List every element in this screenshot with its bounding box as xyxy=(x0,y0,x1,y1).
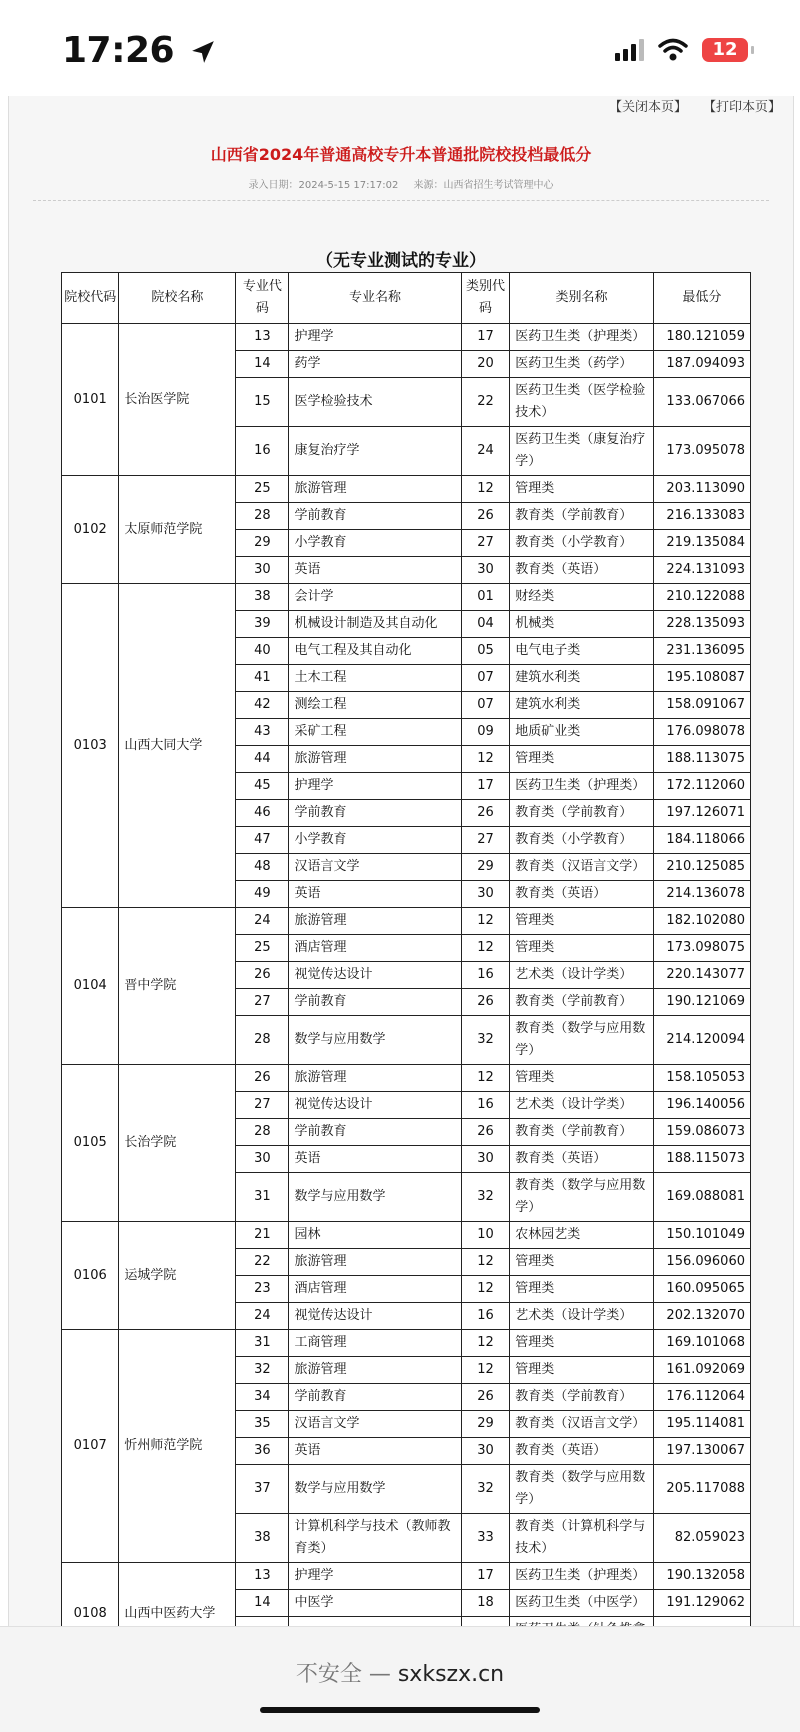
category-code-cell: 04 xyxy=(461,611,510,638)
min-score-cell: 202.132070 xyxy=(653,1303,750,1330)
category-code-cell: 12 xyxy=(461,746,510,773)
min-score-cell: 156.096060 xyxy=(653,1249,750,1276)
min-score-cell: 150.101049 xyxy=(653,1222,750,1249)
major-code-cell: 49 xyxy=(236,881,289,908)
category-name-cell: 教育类（数学与应用数学） xyxy=(510,1173,654,1222)
min-score-cell: 214.136078 xyxy=(653,881,750,908)
major-name-cell: 工商管理 xyxy=(289,1330,461,1357)
min-score-cell: 82.059023 xyxy=(653,1514,750,1563)
table-row xyxy=(62,908,751,935)
major-name-cell: 会计学 xyxy=(289,584,461,611)
category-name-cell: 教育类（英语） xyxy=(510,557,654,584)
status-time xyxy=(62,30,216,71)
major-name-cell: 中医学 xyxy=(289,1590,461,1617)
major-code-cell: 42 xyxy=(236,692,289,719)
category-code-cell: 32 xyxy=(461,1173,510,1222)
category-code-cell: 30 xyxy=(461,1146,510,1173)
min-score-cell: 161.092069 xyxy=(653,1357,750,1384)
major-name-cell: 学前教育 xyxy=(289,989,461,1016)
category-name-cell: 艺术类（设计学类） xyxy=(510,1092,654,1119)
major-code-cell: 15 xyxy=(236,378,289,427)
category-code-cell: 12 xyxy=(461,1249,510,1276)
category-code-cell: 26 xyxy=(461,989,510,1016)
category-name-cell: 教育类（数学与应用数学） xyxy=(510,1465,654,1514)
major-code-cell: 45 xyxy=(236,773,289,800)
school-name-cell: 晋中学院 xyxy=(119,908,236,1065)
min-score-cell: 169.101068 xyxy=(653,1330,750,1357)
major-name-cell: 医学检验技术 xyxy=(289,378,461,427)
category-name-cell: 医药卫生类（护理类） xyxy=(510,324,654,351)
major-name-cell: 英语 xyxy=(289,557,461,584)
category-name-cell: 教育类（小学教育） xyxy=(510,827,654,854)
category-code-cell: 32 xyxy=(461,1016,510,1065)
category-code-cell: 17 xyxy=(461,1563,510,1590)
print-page-link[interactable]: 【打印本页】 xyxy=(702,100,781,115)
major-code-cell: 46 xyxy=(236,800,289,827)
major-code-cell: 38 xyxy=(236,584,289,611)
category-code-cell: 07 xyxy=(461,665,510,692)
major-code-cell: 36 xyxy=(236,1438,289,1465)
category-code-cell: 33 xyxy=(461,1514,510,1563)
major-name-cell: 园林 xyxy=(289,1222,461,1249)
min-score-cell: 169.088081 xyxy=(653,1173,750,1222)
major-code-cell: 27 xyxy=(236,1092,289,1119)
major-name-cell: 汉语言文学 xyxy=(289,1411,461,1438)
category-name-cell: 建筑水利类 xyxy=(510,665,654,692)
major-code-cell: 25 xyxy=(236,935,289,962)
category-name-cell: 管理类 xyxy=(510,1249,654,1276)
category-code-cell: 12 xyxy=(461,1357,510,1384)
major-name-cell: 护理学 xyxy=(289,773,461,800)
major-code-cell: 29 xyxy=(236,530,289,557)
major-name-cell: 英语 xyxy=(289,1146,461,1173)
min-score-cell: 228.135093 xyxy=(653,611,750,638)
category-name-cell: 教育类（数学与应用数学） xyxy=(510,1016,654,1065)
table-row xyxy=(62,584,751,611)
top-links xyxy=(609,96,781,115)
entry-date: 录入日期：2024-5-15 17:17:02 xyxy=(248,180,399,191)
major-name-cell: 小学教育 xyxy=(289,827,461,854)
school-code-cell: 0107 xyxy=(62,1330,119,1563)
min-score-cell: 203.113090 xyxy=(653,476,750,503)
major-code-cell: 37 xyxy=(236,1465,289,1514)
category-name-cell: 教育类（小学教育） xyxy=(510,530,654,557)
school-code-cell: 0104 xyxy=(62,908,119,1065)
table-row xyxy=(62,1065,751,1092)
status-bar xyxy=(0,0,800,96)
min-score-cell: 216.133083 xyxy=(653,503,750,530)
table-row xyxy=(62,1563,751,1590)
school-name-cell: 运城学院 xyxy=(119,1222,236,1330)
major-name-cell: 药学 xyxy=(289,351,461,378)
major-name-cell: 旅游管理 xyxy=(289,1249,461,1276)
major-code-cell: 26 xyxy=(236,1065,289,1092)
category-name-cell: 教育类（学前教育） xyxy=(510,1384,654,1411)
min-score-cell: 210.122088 xyxy=(653,584,750,611)
category-code-cell: 16 xyxy=(461,1303,510,1330)
category-name-cell: 医药卫生类（康复治疗学） xyxy=(510,427,654,476)
location-arrow-icon xyxy=(190,39,216,65)
major-code-cell: 30 xyxy=(236,557,289,584)
category-name-cell: 教育类（英语） xyxy=(510,1438,654,1465)
category-code-cell: 01 xyxy=(461,584,510,611)
school-name-cell: 山西中医药大学 xyxy=(119,1563,236,1666)
battery-level: 12 xyxy=(712,39,738,60)
major-name-cell: 旅游管理 xyxy=(289,746,461,773)
major-name-cell: 视觉传达设计 xyxy=(289,962,461,989)
major-code-cell: 41 xyxy=(236,665,289,692)
web-page xyxy=(8,96,794,1626)
min-score-cell: 197.130067 xyxy=(653,1438,750,1465)
category-name-cell: 电气电子类 xyxy=(510,638,654,665)
major-code-cell: 30 xyxy=(236,1146,289,1173)
min-score-cell: 224.131093 xyxy=(653,557,750,584)
major-code-cell: 26 xyxy=(236,962,289,989)
major-code-cell: 38 xyxy=(236,1514,289,1563)
min-score-cell: 191.129062 xyxy=(653,1590,750,1617)
min-score-cell: 187.094093 xyxy=(653,351,750,378)
school-code-cell: 0103 xyxy=(62,584,119,908)
notice-meta xyxy=(9,176,793,191)
major-name-cell: 学前教育 xyxy=(289,1384,461,1411)
school-code-cell: 0105 xyxy=(62,1065,119,1222)
score-table xyxy=(61,272,751,1666)
category-name-cell: 管理类 xyxy=(510,1065,654,1092)
category-code-cell: 05 xyxy=(461,638,510,665)
category-name-cell: 地质矿业类 xyxy=(510,719,654,746)
min-score-cell: 158.091067 xyxy=(653,692,750,719)
major-code-cell: 21 xyxy=(236,1222,289,1249)
table-row xyxy=(62,1330,751,1357)
category-code-cell: 32 xyxy=(461,1465,510,1514)
min-score-cell: 231.136095 xyxy=(653,638,750,665)
major-code-cell: 13 xyxy=(236,1563,289,1590)
major-name-cell: 护理学 xyxy=(289,1563,461,1590)
major-name-cell: 机械设计制造及其自动化 xyxy=(289,611,461,638)
category-name-cell: 教育类（学前教育） xyxy=(510,989,654,1016)
category-name-cell: 教育类（学前教育） xyxy=(510,800,654,827)
school-name-cell: 山西大同大学 xyxy=(119,584,236,908)
url-domain: sxkszx.cn xyxy=(397,1662,505,1687)
category-name-cell: 管理类 xyxy=(510,476,654,503)
major-name-cell: 小学教育 xyxy=(289,530,461,557)
school-code-cell: 0106 xyxy=(62,1222,119,1330)
category-code-cell: 30 xyxy=(461,557,510,584)
major-name-cell: 旅游管理 xyxy=(289,476,461,503)
min-score-cell: 196.140056 xyxy=(653,1092,750,1119)
category-name-cell: 机械类 xyxy=(510,611,654,638)
category-code-cell: 18 xyxy=(461,1590,510,1617)
school-code-cell: 0101 xyxy=(62,324,119,476)
min-score-cell: 210.125085 xyxy=(653,854,750,881)
category-code-cell: 26 xyxy=(461,1119,510,1146)
major-code-cell: 28 xyxy=(236,1119,289,1146)
major-code-cell: 16 xyxy=(236,427,289,476)
category-code-cell: 26 xyxy=(461,1384,510,1411)
category-name-cell: 医药卫生类（药学） xyxy=(510,351,654,378)
major-code-cell: 48 xyxy=(236,854,289,881)
table-header-row xyxy=(62,273,751,324)
category-code-cell: 16 xyxy=(461,1092,510,1119)
major-name-cell: 康复治疗学 xyxy=(289,427,461,476)
school-code-cell: 0102 xyxy=(62,476,119,584)
major-code-cell: 13 xyxy=(236,324,289,351)
category-name-cell: 医药卫生类（护理类） xyxy=(510,1563,654,1590)
header-category-name: 类别名称 xyxy=(510,273,654,324)
category-name-cell: 艺术类（设计学类） xyxy=(510,1303,654,1330)
category-code-cell: 24 xyxy=(461,427,510,476)
category-code-cell: 10 xyxy=(461,1222,510,1249)
min-score-cell: 195.108087 xyxy=(653,665,750,692)
category-name-cell: 管理类 xyxy=(510,1330,654,1357)
cellular-signal-icon xyxy=(615,39,644,61)
major-name-cell: 护理学 xyxy=(289,324,461,351)
category-code-cell: 12 xyxy=(461,476,510,503)
min-score-cell: 190.132058 xyxy=(653,1563,750,1590)
min-score-cell: 176.112064 xyxy=(653,1384,750,1411)
major-name-cell: 旅游管理 xyxy=(289,1065,461,1092)
clock-text: 17:26 xyxy=(62,30,175,71)
major-name-cell: 数学与应用数学 xyxy=(289,1173,461,1222)
category-name-cell: 管理类 xyxy=(510,908,654,935)
min-score-cell: 180.121059 xyxy=(653,324,750,351)
category-code-cell: 26 xyxy=(461,503,510,530)
school-name-cell: 长治学院 xyxy=(119,1065,236,1222)
major-code-cell: 47 xyxy=(236,827,289,854)
school-code-cell: 0108 xyxy=(62,1563,119,1666)
header-major-code: 专业代码 xyxy=(236,273,289,324)
major-code-cell: 24 xyxy=(236,908,289,935)
min-score-cell: 172.112060 xyxy=(653,773,750,800)
major-code-cell: 31 xyxy=(236,1173,289,1222)
major-code-cell: 35 xyxy=(236,1411,289,1438)
home-indicator[interactable] xyxy=(260,1707,540,1713)
category-code-cell: 29 xyxy=(461,854,510,881)
major-name-cell: 视觉传达设计 xyxy=(289,1092,461,1119)
major-code-cell: 44 xyxy=(236,746,289,773)
category-code-cell: 17 xyxy=(461,324,510,351)
category-name-cell: 教育类（汉语言文学） xyxy=(510,854,654,881)
category-name-cell: 管理类 xyxy=(510,1276,654,1303)
major-code-cell: 28 xyxy=(236,1016,289,1065)
major-code-cell: 14 xyxy=(236,1590,289,1617)
major-name-cell: 酒店管理 xyxy=(289,1276,461,1303)
category-code-cell: 26 xyxy=(461,800,510,827)
battery-icon xyxy=(702,38,748,62)
major-name-cell: 土木工程 xyxy=(289,665,461,692)
min-score-cell: 159.086073 xyxy=(653,1119,750,1146)
school-name-cell: 忻州师范学院 xyxy=(119,1330,236,1563)
wifi-icon xyxy=(658,38,688,62)
min-score-cell: 158.105053 xyxy=(653,1065,750,1092)
major-name-cell: 测绘工程 xyxy=(289,692,461,719)
category-code-cell: 07 xyxy=(461,692,510,719)
min-score-cell: 197.126071 xyxy=(653,800,750,827)
table-subtitle: （无专业测试的专业） xyxy=(316,251,486,271)
header-school-name: 院校名称 xyxy=(119,273,236,324)
header-school-code: 院校代码 xyxy=(62,273,119,324)
min-score-cell: 220.143077 xyxy=(653,962,750,989)
header-category-code: 类别代码 xyxy=(461,273,510,324)
address-bar[interactable] xyxy=(0,1657,800,1688)
min-score-cell: 173.095078 xyxy=(653,427,750,476)
category-code-cell: 16 xyxy=(461,962,510,989)
major-name-cell: 酒店管理 xyxy=(289,935,461,962)
major-code-cell: 34 xyxy=(236,1384,289,1411)
major-name-cell: 旅游管理 xyxy=(289,908,461,935)
category-code-cell: 30 xyxy=(461,1438,510,1465)
category-code-cell: 29 xyxy=(461,1411,510,1438)
major-name-cell: 汉语言文学 xyxy=(289,854,461,881)
min-score-cell: 188.115073 xyxy=(653,1146,750,1173)
major-code-cell: 14 xyxy=(236,351,289,378)
category-name-cell: 教育类（汉语言文学） xyxy=(510,1411,654,1438)
major-name-cell: 视觉传达设计 xyxy=(289,1303,461,1330)
table-row xyxy=(62,324,751,351)
category-code-cell: 12 xyxy=(461,935,510,962)
major-code-cell: 28 xyxy=(236,503,289,530)
major-code-cell: 23 xyxy=(236,1276,289,1303)
table-row xyxy=(62,476,751,503)
min-score-cell: 195.114081 xyxy=(653,1411,750,1438)
major-code-cell: 22 xyxy=(236,1249,289,1276)
min-score-cell: 190.121069 xyxy=(653,989,750,1016)
category-name-cell: 财经类 xyxy=(510,584,654,611)
major-code-cell: 32 xyxy=(236,1357,289,1384)
school-name-cell: 太原师范学院 xyxy=(119,476,236,584)
min-score-cell: 173.098075 xyxy=(653,935,750,962)
category-name-cell: 管理类 xyxy=(510,1357,654,1384)
divider xyxy=(33,200,769,201)
category-name-cell: 医药卫生类（医学检验技术） xyxy=(510,378,654,427)
major-name-cell: 英语 xyxy=(289,1438,461,1465)
table-row xyxy=(62,1222,751,1249)
major-name-cell: 数学与应用数学 xyxy=(289,1016,461,1065)
min-score-cell: 176.098078 xyxy=(653,719,750,746)
major-name-cell: 旅游管理 xyxy=(289,1357,461,1384)
header-min-score: 最低分 xyxy=(653,273,750,324)
major-name-cell: 学前教育 xyxy=(289,1119,461,1146)
min-score-cell: 133.067066 xyxy=(653,378,750,427)
category-name-cell: 教育类（计算机科学与技术） xyxy=(510,1514,654,1563)
major-code-cell: 43 xyxy=(236,719,289,746)
category-code-cell: 27 xyxy=(461,530,510,557)
major-name-cell: 数学与应用数学 xyxy=(289,1465,461,1514)
category-code-cell: 30 xyxy=(461,881,510,908)
major-name-cell: 采矿工程 xyxy=(289,719,461,746)
category-code-cell: 12 xyxy=(461,908,510,935)
major-name-cell: 计算机科学与技术（教师教育类） xyxy=(289,1514,461,1563)
major-code-cell: 39 xyxy=(236,611,289,638)
category-name-cell: 建筑水利类 xyxy=(510,692,654,719)
category-name-cell: 医药卫生类（中医学） xyxy=(510,1590,654,1617)
category-name-cell: 教育类（学前教育） xyxy=(510,503,654,530)
school-name-cell: 长治医学院 xyxy=(119,324,236,476)
major-code-cell: 27 xyxy=(236,989,289,1016)
major-code-cell: 31 xyxy=(236,1330,289,1357)
major-code-cell: 24 xyxy=(236,1303,289,1330)
min-score-cell: 188.113075 xyxy=(653,746,750,773)
min-score-cell: 184.118066 xyxy=(653,827,750,854)
major-name-cell: 学前教育 xyxy=(289,503,461,530)
category-name-cell: 管理类 xyxy=(510,746,654,773)
major-name-cell: 英语 xyxy=(289,881,461,908)
category-code-cell: 20 xyxy=(461,351,510,378)
browser-bottom-bar xyxy=(0,1626,800,1732)
category-name-cell: 农林园艺类 xyxy=(510,1222,654,1249)
category-code-cell: 27 xyxy=(461,827,510,854)
category-name-cell: 艺术类（设计学类） xyxy=(510,962,654,989)
category-code-cell: 22 xyxy=(461,378,510,427)
category-name-cell: 管理类 xyxy=(510,935,654,962)
status-icons xyxy=(615,38,748,62)
category-code-cell: 09 xyxy=(461,719,510,746)
insecure-label: 不安全 — xyxy=(295,1662,391,1687)
category-code-cell: 17 xyxy=(461,773,510,800)
min-score-cell: 182.102080 xyxy=(653,908,750,935)
min-score-cell: 219.135084 xyxy=(653,530,750,557)
category-name-cell: 教育类（英语） xyxy=(510,1146,654,1173)
notice-title: 山西省2024年普通高校专升本普通批院校投档最低分 xyxy=(210,145,592,164)
major-code-cell: 40 xyxy=(236,638,289,665)
category-code-cell: 12 xyxy=(461,1065,510,1092)
header-major-name: 专业名称 xyxy=(289,273,461,324)
major-name-cell: 学前教育 xyxy=(289,800,461,827)
major-name-cell: 电气工程及其自动化 xyxy=(289,638,461,665)
category-name-cell: 教育类（英语） xyxy=(510,881,654,908)
major-code-cell: 25 xyxy=(236,476,289,503)
min-score-cell: 160.095065 xyxy=(653,1276,750,1303)
min-score-cell: 205.117088 xyxy=(653,1465,750,1514)
category-name-cell: 教育类（学前教育） xyxy=(510,1119,654,1146)
min-score-cell: 214.120094 xyxy=(653,1016,750,1065)
category-name-cell: 医药卫生类（护理类） xyxy=(510,773,654,800)
close-page-link[interactable]: 【关闭本页】 xyxy=(608,100,687,115)
category-code-cell: 12 xyxy=(461,1330,510,1357)
source: 来源：山西省招生考试管理中心 xyxy=(413,180,554,191)
category-code-cell: 12 xyxy=(461,1276,510,1303)
